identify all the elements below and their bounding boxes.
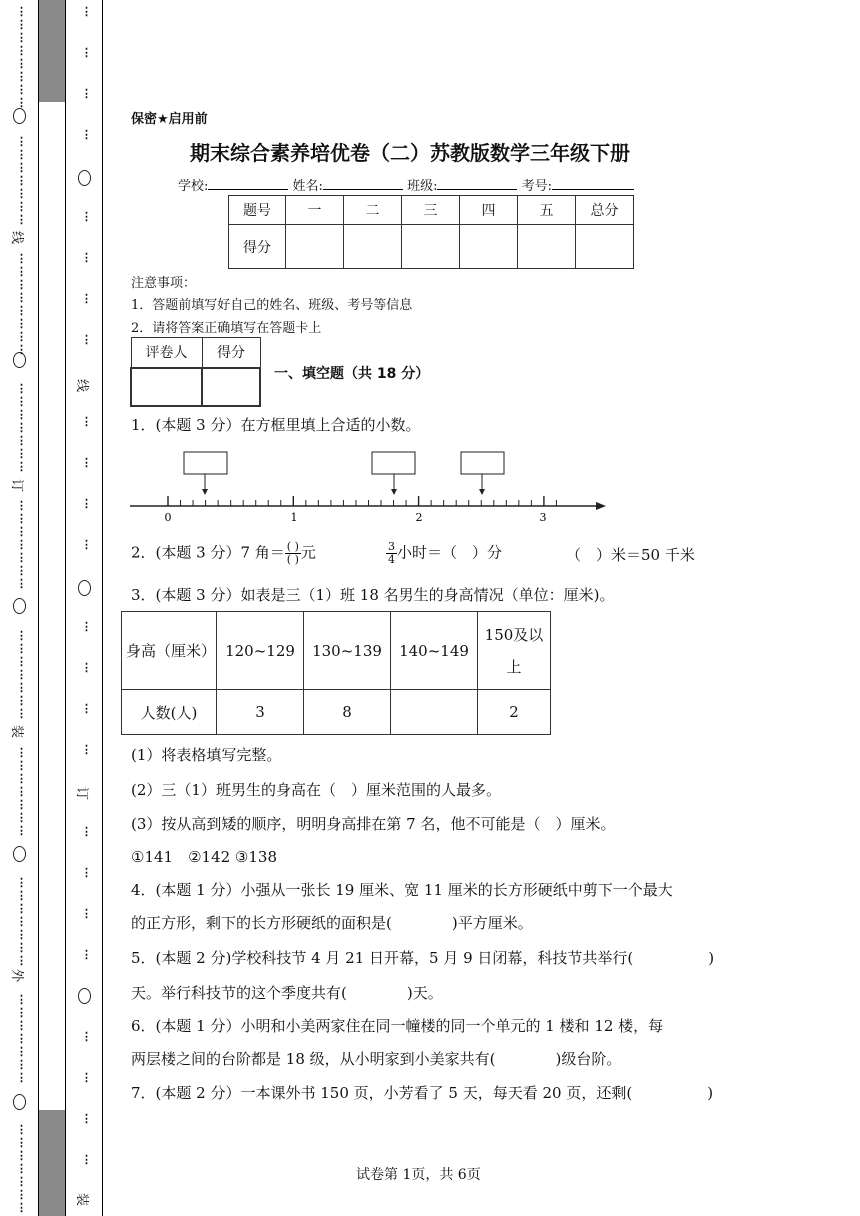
height-table [121, 611, 551, 735]
margin-dot: ⋮ [16, 1032, 27, 1045]
margin-dot: ⋮ [81, 292, 92, 305]
question-7-line-1: 7．(本题 2 分）一本课外书 150 页，小芳看了 5 天，每天看 20 页，还剩( ) [131, 1084, 714, 1102]
class-label: 班级: [407, 179, 438, 194]
grader-table [130, 337, 261, 407]
margin-dot: ⋮ [16, 5, 27, 18]
margin-dot: ⋮ [16, 1058, 27, 1071]
margin-dot: ⋮ [16, 161, 27, 174]
grader-header: 得分 [202, 338, 260, 368]
outer-label-wai: 外 [9, 968, 25, 983]
score-header-cell: 题号 [229, 196, 286, 225]
margin-dot: ⋮ [16, 447, 27, 460]
margin-dot: ⋮ [16, 993, 27, 1006]
grader-cell[interactable] [202, 368, 260, 406]
margin-dot: ⋮ [16, 798, 27, 811]
height-header-cell: 130~139 [304, 612, 391, 690]
margin-dot: ⋮ [16, 200, 27, 213]
margin-dot: ⋮ [81, 1071, 92, 1084]
margin-dot: ⋮ [16, 1149, 27, 1162]
question-5-line-1: 5．(本题 2 分)学校科技节 4 月 21 日开幕，5 月 9 日闭幕，科技节共举行( ) [131, 949, 715, 967]
margin-dot: ⋮ [16, 629, 27, 642]
margin-dot: ⋮ [81, 415, 92, 428]
margin-dot: ⋮ [16, 44, 27, 57]
tick-label-3: 3 [539, 511, 547, 524]
margin-dot: ⋮ [16, 343, 27, 356]
fraction-2: $\frac{3}{4}$ [388, 540, 395, 566]
notes-title: 注意事项： [131, 276, 197, 291]
question-3-sub-1: (1）将表格填写完整。 [131, 746, 282, 764]
height-header-cell: 120~129 [217, 612, 304, 690]
margin-dot: ⋮ [81, 251, 92, 264]
margin-dot: ⋮ [16, 408, 27, 421]
margin-dot: ⋮ [16, 564, 27, 577]
score-header-cell: 五 [518, 196, 576, 225]
height-header-label: 身高（厘米） [122, 612, 217, 690]
question-2-unit: 元 [300, 543, 316, 562]
tick-label-2: 2 [415, 511, 423, 524]
inner-circle-2 [78, 580, 91, 596]
margin-dot: ⋮ [16, 148, 27, 161]
inner-label-xian: 线 [74, 378, 90, 393]
margin-dot: ⋮ [16, 1019, 27, 1032]
margin-dot: ⋮ [16, 187, 27, 200]
margin-dot: ⋮ [16, 57, 27, 70]
gray-band-bottom [39, 1110, 65, 1216]
margin-dot: ⋮ [16, 824, 27, 837]
fraction-1: $\frac{( )}{( )}$ [286, 540, 299, 566]
margin-dot: ⋮ [16, 1175, 27, 1188]
score-row-label: 得分 [229, 225, 286, 269]
score-cell[interactable] [344, 225, 402, 269]
number-label: 考号: [521, 179, 552, 194]
score-cell[interactable] [518, 225, 576, 269]
score-cell[interactable] [576, 225, 634, 269]
outer-circle-5 [13, 1094, 26, 1110]
margin-dot: ⋮ [16, 421, 27, 434]
score-cell[interactable] [286, 225, 344, 269]
score-table [228, 195, 634, 269]
margin-dot: ⋮ [16, 759, 27, 772]
question-3-sub-2: (2）三（1）班男生的身高在（ ）厘米范围的人最多。 [131, 781, 501, 799]
margin-dot: ⋮ [16, 395, 27, 408]
margin-dot: ⋮ [81, 825, 92, 838]
tick-label-1: 1 [290, 511, 298, 524]
margin-dot: ⋮ [16, 577, 27, 590]
outer-circle-4 [13, 846, 26, 862]
margin-dot: ⋮ [16, 434, 27, 447]
margin-dot: ⋮ [81, 46, 92, 59]
question-6-line-2: 两层楼之间的台阶都是 18 级，从小明家到小美家共有( )级台阶。 [131, 1050, 622, 1068]
margin-dot: ⋮ [16, 1123, 27, 1136]
margin-dot: ⋮ [81, 866, 92, 879]
school-label: 学校: [178, 179, 209, 194]
inner-binding-strip [38, 0, 66, 1216]
margin-dot: ⋮ [16, 707, 27, 720]
question-5-line-2: 天。举行科技节的这个季度共有( )天。 [131, 984, 443, 1002]
score-header-cell: 总分 [576, 196, 634, 225]
outer-circle-1 [13, 108, 26, 124]
margin-dot: ⋮ [81, 497, 92, 510]
question-2-part-3: （ ）米＝50 千米 [566, 546, 695, 564]
count-cell: 2 [478, 690, 551, 735]
grader-cell[interactable] [131, 368, 202, 406]
margin-dot: ⋮ [16, 772, 27, 785]
question-3-sub-3: (3）按从高到矮的顺序，明明身高排在第 7 名，他不可能是（ ）厘米。 [131, 815, 616, 833]
margin-dot: ⋮ [16, 96, 27, 109]
margin-dot: ⋮ [16, 174, 27, 187]
outer-circle-3 [13, 598, 26, 614]
margin-dot: ⋮ [81, 456, 92, 469]
margin-dot: ⋮ [16, 1071, 27, 1084]
answer-box-1 [184, 452, 227, 474]
count-row-label: 人数(人) [122, 690, 217, 735]
grader-header: 评卷人 [131, 338, 202, 368]
margin-dot: ⋮ [16, 291, 27, 304]
margin-dot: ⋮ [81, 702, 92, 715]
margin-dot: ⋮ [16, 512, 27, 525]
tick-label-0: 0 [164, 511, 172, 524]
margin-dot: ⋮ [81, 743, 92, 756]
score-cell[interactable] [402, 225, 460, 269]
gray-band-top [39, 0, 65, 102]
margin-dot: ⋮ [16, 1136, 27, 1149]
score-header-cell: 四 [460, 196, 518, 225]
margin-dot: ⋮ [16, 642, 27, 655]
margin-dot: ⋮ [16, 460, 27, 473]
margin-dot: ⋮ [16, 213, 27, 226]
margin-dot: ⋮ [16, 1201, 27, 1214]
number-blank[interactable] [552, 189, 634, 190]
margin-dot: ⋮ [16, 330, 27, 343]
outer-label-zhuang: 装 [9, 724, 25, 739]
score-cell[interactable] [460, 225, 518, 269]
margin-dot: ⋮ [16, 499, 27, 512]
margin-dot: ⋮ [16, 811, 27, 824]
question-2-prefix: 2．(本题 3 分）7 角＝ [131, 543, 285, 562]
margin-dot: ⋮ [16, 668, 27, 681]
height-header-cell: 140~149 [391, 612, 478, 690]
answer-box-2 [372, 452, 415, 474]
question-6-line-1: 6．(本题 1 分）小明和小美两家住在同一幢楼的同一个单元的 1 楼和 12 楼，每 [131, 1017, 664, 1035]
margin-dot: ⋮ [16, 18, 27, 31]
margin-dot: ⋮ [16, 551, 27, 564]
note-item: 2．请将答案正确填写在答题卡上 [131, 321, 322, 336]
question-1-text: 1．(本题 3 分）在方框里填上合适的小数。 [131, 416, 421, 434]
margin-dot: ⋮ [81, 620, 92, 633]
count-cell: 8 [304, 690, 391, 735]
question-3-text: 3．(本题 3 分）如表是三（1）班 18 名男生的身高情况（单位：厘米)。 [131, 586, 615, 604]
score-header-cell: 三 [402, 196, 460, 225]
margin-dot: ⋮ [16, 1006, 27, 1019]
margin-dot: ⋮ [16, 954, 27, 967]
inner-label-zhuang: 装 [74, 1192, 90, 1207]
margin-dot: ⋮ [16, 928, 27, 941]
margin-dot: ⋮ [16, 1045, 27, 1058]
score-header-cell: 二 [344, 196, 402, 225]
margin-dot: ⋮ [81, 907, 92, 920]
margin-dot: ⋮ [16, 1188, 27, 1201]
question-4-line-2: 的正方形，剩下的长方形硬纸的面积是( )平方厘米。 [131, 914, 533, 932]
question-4-line-1: 4．(本题 1 分）小强从一张长 19 厘米、宽 11 厘米的长方形硬纸中剪下一个最大 [131, 881, 673, 899]
margin-dot: ⋮ [81, 661, 92, 674]
margin-dot: ⋮ [16, 31, 27, 44]
question-3-options: ①141 ②142 ③138 [131, 848, 278, 866]
count-cell: 3 [217, 690, 304, 735]
margin-dot: ⋮ [16, 1162, 27, 1175]
secret-label: 保密★启用前 [131, 112, 208, 127]
info-line [178, 175, 634, 194]
margin-dot: ⋮ [81, 538, 92, 551]
question-2-part-2: $\frac{3}{4}$ 小时＝（ ）分 [388, 540, 503, 566]
margin-dot: ⋮ [16, 135, 27, 148]
margin-dot: ⋮ [16, 915, 27, 928]
outer-label-ding: 订 [9, 478, 25, 493]
margin-dot: ⋮ [16, 902, 27, 915]
margin-dot: ⋮ [16, 941, 27, 954]
margin-dot: ⋮ [16, 382, 27, 395]
margin-dot: ⋮ [16, 70, 27, 83]
outer-label-xian: 线 [9, 230, 25, 245]
page-title: 期末综合素养培优卷（二）苏教版数学三年级下册 [190, 141, 630, 165]
margin-dot: ⋮ [81, 128, 92, 141]
section-title: 一、填空题（共 18 分） [274, 366, 430, 382]
margin-dot: ⋮ [16, 265, 27, 278]
inner-circle-3 [78, 988, 91, 1004]
margin-dot: ⋮ [16, 876, 27, 889]
margin-dot: ⋮ [16, 252, 27, 265]
name-blank[interactable] [323, 189, 403, 190]
margin-dot: ⋮ [81, 1153, 92, 1166]
inner-label-ding: 订 [74, 786, 90, 801]
margin-dot: ⋮ [81, 948, 92, 961]
answer-box-3 [461, 452, 504, 474]
number-line-arrow [596, 502, 606, 510]
margin-dot: ⋮ [81, 1112, 92, 1125]
margin-dot: ⋮ [81, 210, 92, 223]
number-line-figure [128, 446, 610, 526]
margin-dot: ⋮ [16, 538, 27, 551]
margin-dot: ⋮ [81, 5, 92, 18]
question-2 [131, 541, 316, 566]
score-header-cell: 一 [286, 196, 344, 225]
margin-dot: ⋮ [81, 333, 92, 346]
class-blank[interactable] [437, 189, 517, 190]
margin-dot: ⋮ [16, 681, 27, 694]
margin-dot: ⋮ [81, 1030, 92, 1043]
inner-circle-1 [78, 170, 91, 186]
margin-dot: ⋮ [16, 83, 27, 96]
margin-dot: ⋮ [81, 87, 92, 100]
margin-dot: ⋮ [16, 889, 27, 902]
note-item: 1．答题前填写好自己的姓名、班级、考号等信息 [131, 298, 413, 313]
margin-dot: ⋮ [16, 317, 27, 330]
margin-dot: ⋮ [16, 746, 27, 759]
name-label: 姓名: [292, 179, 323, 194]
height-header-cell: 150及以上 [478, 612, 551, 690]
margin-dot: ⋮ [16, 278, 27, 291]
margin-dot: ⋮ [16, 655, 27, 668]
page-footer: 试卷第 1页，共 6页 [356, 1167, 481, 1183]
count-cell-blank[interactable] [391, 690, 478, 735]
margin-dot: ⋮ [16, 304, 27, 317]
school-blank[interactable] [208, 189, 288, 190]
margin-dot: ⋮ [16, 785, 27, 798]
margin-dot: ⋮ [16, 525, 27, 538]
margin-dot: ⋮ [16, 694, 27, 707]
